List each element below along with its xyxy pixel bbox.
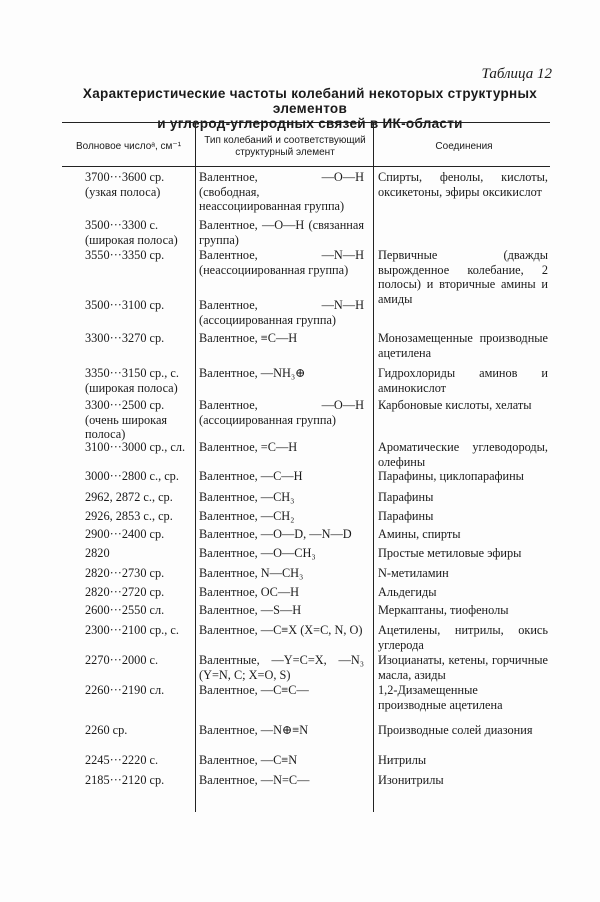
wavenumber-cell: 2270···2000 с. <box>85 653 159 667</box>
wavenumber-cell: 3500···3100 ср. <box>85 298 165 312</box>
table-row <box>0 398 600 440</box>
vibration-cell: Валентное, —CH₂ <box>199 509 295 523</box>
vibration-cell: Валентное, —N⊕≡N <box>199 723 309 737</box>
compounds-cell: Спирты, фенолы, кислоты, оксикетоны, эфиры оксикислот <box>378 170 548 199</box>
vibration-cell: Валентное, —C≡X (X=C, N, O) <box>199 623 363 637</box>
vibration-cell: Валентное, OC—H <box>199 585 300 599</box>
compounds-cell: Ацетилены, нитрилы, окись углерода <box>378 623 548 652</box>
vibration-cell: Валентное, —O—H (связанная группа) <box>199 218 364 247</box>
wavenumber-cell: 3300···2500 ср. (очень широкая полоса) <box>85 398 168 441</box>
wavenumber-cell: 2926, 2853 с., ср. <box>85 509 173 523</box>
table-row <box>0 773 600 793</box>
wavenumber-cell: 3500···3300 с. (широкая полоса) <box>85 218 178 247</box>
vibration-cell: Валентное, —O—D, —N—D <box>199 527 352 541</box>
wavenumber-cell: 2245···2220 с. <box>85 753 159 767</box>
table-row <box>0 469 600 490</box>
compounds-cell: Амины, спирты <box>378 527 461 541</box>
table-row <box>0 683 600 723</box>
table-row <box>0 298 600 331</box>
table-row <box>0 546 600 566</box>
table-row <box>0 490 600 509</box>
wavenumber-cell: 2600···2550 сл. <box>85 603 165 617</box>
wavenumber-cell: 2260···2190 сл. <box>85 683 165 697</box>
table-row <box>0 653 600 683</box>
table-number: Таблица 12 <box>481 66 552 82</box>
wavenumber-cell: 3350···3150 ср., с. (широкая полоса) <box>85 366 179 395</box>
title-line-1: Характеристические частоты колебаний некоторых структурных элементов <box>82 86 538 116</box>
table-row <box>0 218 600 248</box>
vibration-cell: Валентные, —Y=C=X, —N₃ (Y=N, C; X=O, S) <box>199 653 364 682</box>
compounds-cell: 1,2-Дизамещенные производные ацетилена <box>378 683 503 712</box>
vibration-cell: Валентное, —O—CH₃ <box>199 546 316 560</box>
vibration-cell: Валентное, —O—H (ассоциированная группа) <box>199 398 364 427</box>
compounds-cell: N-метиламин <box>378 566 449 580</box>
title-line-2: и углерод-углеродных связей в ИК-области <box>157 116 463 131</box>
table-body <box>0 170 600 793</box>
compounds-cell: Парафины <box>378 509 434 523</box>
compounds-cell: Ароматические углеводороды, олефины <box>378 440 548 469</box>
header-wavenumber: Волновое числоᵃ, см⁻¹ <box>75 141 182 152</box>
table-row <box>0 585 600 603</box>
table-top-rule <box>62 122 550 123</box>
compounds-cell: Парафины, циклопарафины <box>378 469 524 483</box>
compounds-cell: Изонитрилы <box>378 773 444 787</box>
wavenumber-cell: 3100···3000 ср., сл. <box>85 440 186 454</box>
wavenumber-cell: 2820···2730 ср. <box>85 566 165 580</box>
vibration-cell: Валентное, —C—H <box>199 469 303 483</box>
header-bottom-rule <box>62 166 550 167</box>
wavenumber-cell: 3700···3600 ср. (узкая полоса) <box>85 170 165 199</box>
wavenumber-cell: 2820 <box>85 546 110 560</box>
table-row <box>0 331 600 366</box>
compounds-cell: Первичные (дважды вырожденное колебание, 2 полосы) и вторичные амины и амиды <box>378 248 548 306</box>
compounds-cell: Производные солей диазония <box>378 723 533 737</box>
vibration-cell: Валентное, N—CH₃ <box>199 566 304 580</box>
vibration-cell: Валентное, —C≡C— <box>199 683 309 697</box>
wavenumber-cell: 2300···2100 ср., с. <box>85 623 179 637</box>
compounds-cell: Простые метиловые эфиры <box>378 546 522 560</box>
wavenumber-cell: 2185···2120 ср. <box>85 773 165 787</box>
wavenumber-cell: 2900···2400 ср. <box>85 527 165 541</box>
table-row <box>0 366 600 398</box>
vibration-cell: Валентное, ≡C—H <box>199 331 298 345</box>
vibration-cell: Валентное, —CH₃ <box>199 490 295 504</box>
compounds-cell: Альдегиды <box>378 585 437 599</box>
wavenumber-cell: 3550···3350 ср. <box>85 248 165 262</box>
table-row <box>0 170 600 218</box>
vibration-cell: Валентное, —N=C— <box>199 773 310 787</box>
vibration-cell: Валентное, —N—H (ассоциированная группа) <box>199 298 364 327</box>
wavenumber-cell: 3300···3270 ср. <box>85 331 165 345</box>
compounds-cell: Нитрилы <box>378 753 427 767</box>
table-row <box>0 623 600 653</box>
compounds-cell: Изоцианаты, кетены, горчичные масла, азиды <box>378 653 548 682</box>
wavenumber-cell: 3000···2800 с., ср. <box>85 469 179 483</box>
vibration-cell: Валентное, —C≡N <box>199 753 298 767</box>
vibration-cell: Валентное, —NH₃⊕ <box>199 366 306 380</box>
compounds-cell: Меркаптаны, тиофенолы <box>378 603 509 617</box>
header-compounds: Соединения <box>435 141 493 152</box>
header-vibration: Тип колебаний и соответствующий структурный элемент <box>204 135 366 158</box>
compounds-cell: Парафины <box>378 490 434 504</box>
vibration-cell: Валентное, —S—H <box>199 603 302 617</box>
compounds-cell: Гидрохлориды аминов и аминокислот <box>378 366 548 395</box>
table-title <box>60 86 560 131</box>
table-row <box>0 509 600 527</box>
wavenumber-cell: 2260 ср. <box>85 723 128 737</box>
vibration-cell: Валентное, —N—H (неассоциированная группа) <box>199 248 364 277</box>
table-row <box>0 753 600 773</box>
table-row <box>0 566 600 585</box>
table-row <box>0 440 600 469</box>
table-row <box>0 723 600 753</box>
vibration-cell: Валентное, =C—H <box>199 440 298 454</box>
table-row <box>0 527 600 546</box>
compounds-cell: Карбоновые кислоты, хелаты <box>378 398 532 412</box>
compounds-cell: Монозамещенные производные ацетилена <box>378 331 548 360</box>
wavenumber-cell: 2820···2720 ср. <box>85 585 165 599</box>
vibration-cell: Валентное, —O—H (свободная, неассоциированная группа) <box>199 170 364 213</box>
table-row <box>0 603 600 623</box>
wavenumber-cell: 2962, 2872 с., ср. <box>85 490 173 504</box>
